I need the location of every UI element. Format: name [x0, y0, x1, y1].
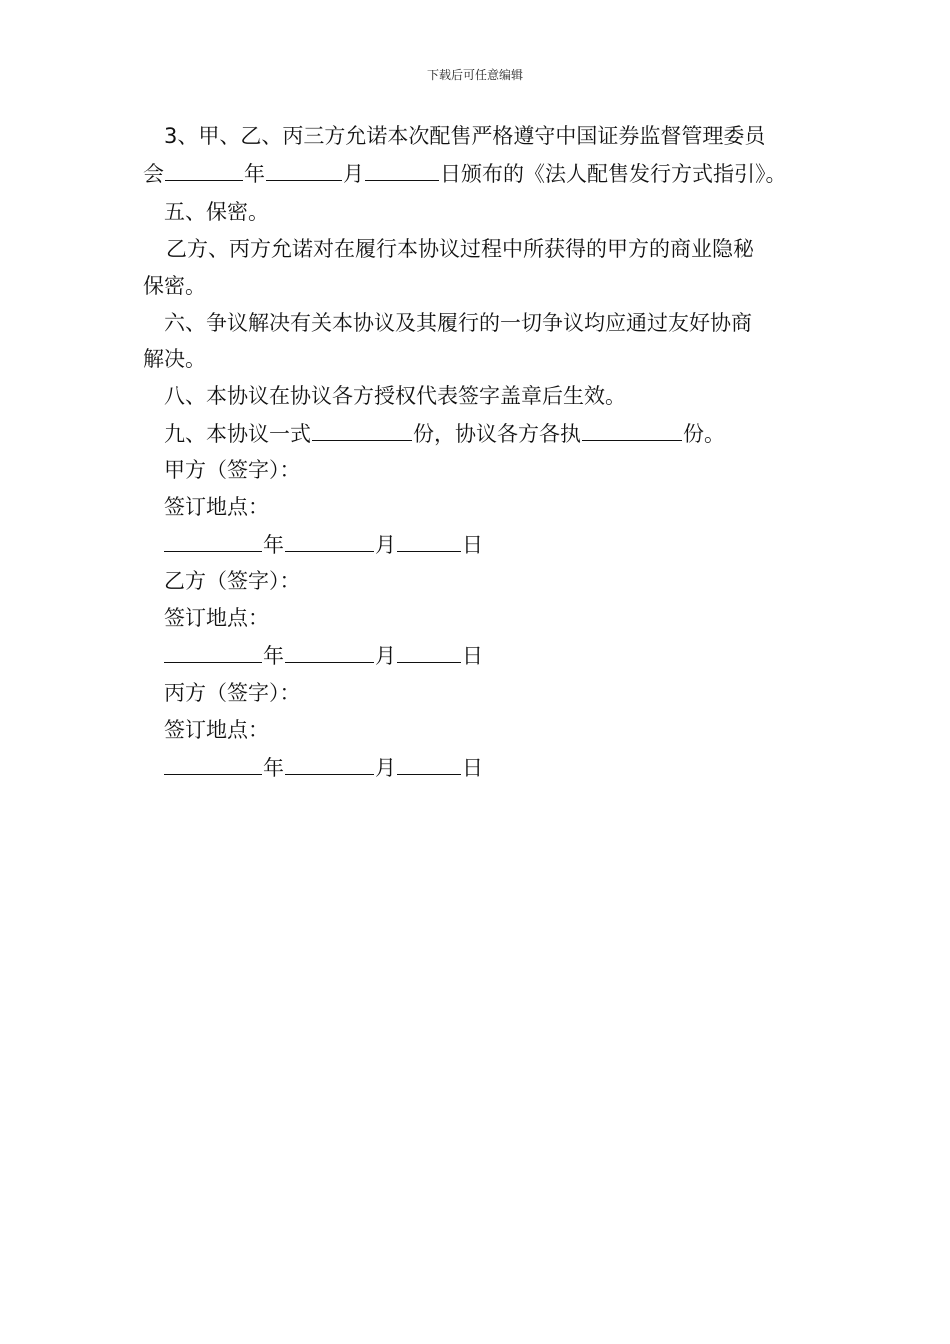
party-a-day-label: 日	[462, 533, 483, 557]
party-c-place-label: 签订地点：	[164, 718, 269, 742]
party-c-day-label: 日	[462, 756, 483, 780]
section-9-suffix: 份。	[683, 422, 725, 446]
party-a-month-blank[interactable]	[285, 529, 374, 552]
section-5-title: 五、保密。	[164, 200, 269, 224]
party-b-signature-label: 乙方（签字）：	[164, 569, 301, 593]
party-c-date-line	[163, 752, 483, 783]
month-label: 月	[343, 162, 364, 186]
party-a-year-blank[interactable]	[164, 529, 262, 552]
party-b-day-blank[interactable]	[397, 640, 461, 663]
party-a-date-line	[163, 529, 483, 560]
party-b-year-label: 年	[263, 644, 284, 668]
party-b-year-blank[interactable]	[164, 640, 262, 663]
party-c-signature-label: 丙方（签字）：	[164, 681, 301, 705]
section-8-text: 八、本协议在协议各方授权代表签字盖章后生效。	[164, 384, 626, 408]
party-b-month-blank[interactable]	[285, 640, 374, 663]
party-a-year-label: 年	[263, 533, 284, 557]
party-b-day-label: 日	[462, 644, 483, 668]
copies-total-blank[interactable]	[312, 418, 412, 441]
party-a-month-label: 月	[375, 533, 396, 557]
party-c-month-blank[interactable]	[285, 752, 374, 775]
section-9-line	[164, 418, 725, 449]
party-c-year-label: 年	[263, 756, 284, 780]
party-a-signature-label: 甲方（签字）：	[164, 458, 301, 482]
party-c-year-blank[interactable]	[164, 752, 262, 775]
section-9-middle: 份，协议各方各执	[413, 422, 581, 446]
page-header: 下载后可任意编辑	[426, 68, 523, 82]
party-a-place-label: 签订地点：	[164, 495, 269, 519]
year-label: 年	[244, 162, 265, 186]
party-a-day-blank[interactable]	[397, 529, 461, 552]
party-c-month-label: 月	[375, 756, 396, 780]
section-9-prefix: 九、本协议一式	[164, 422, 311, 446]
clause-3-prefix: 会	[143, 162, 164, 186]
party-c-day-blank[interactable]	[397, 752, 461, 775]
party-b-date-line	[163, 640, 483, 671]
party-b-month-label: 月	[375, 644, 396, 668]
copies-each-blank[interactable]	[582, 418, 682, 441]
month-blank[interactable]	[266, 158, 342, 181]
section-5-body-line-2: 保密。	[143, 274, 206, 298]
clause-3-line-1: 3、甲、乙、丙三方允诺本次配售严格遵守中国证券监督管理委员	[164, 124, 766, 148]
year-blank[interactable]	[165, 158, 243, 181]
clause-3-suffix: 日颁布的《法人配售发行方式指引》。	[440, 162, 787, 186]
section-5-body-line-1: 乙方、丙方允诺对在履行本协议过程中所获得的甲方的商业隐秘	[166, 237, 754, 261]
party-b-place-label: 签订地点：	[164, 606, 269, 630]
section-6-line-2: 解决。	[143, 347, 206, 371]
day-blank[interactable]	[365, 158, 439, 181]
section-6-line-1: 六、争议解决有关本协议及其履行的一切争议均应通过友好协商	[164, 311, 752, 335]
clause-3-line-2	[143, 158, 787, 189]
